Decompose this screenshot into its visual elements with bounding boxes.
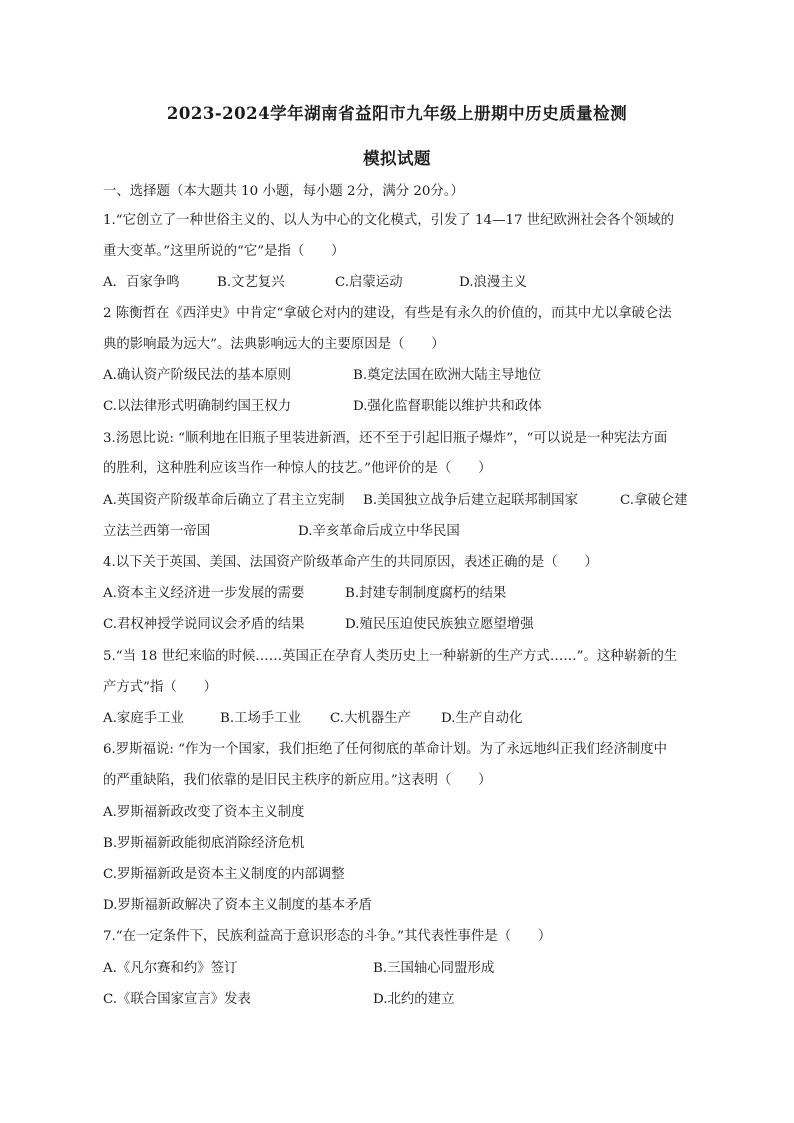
question-1-option-c: C.启蒙运动: [335, 275, 403, 290]
question-5-stem-line2: 产方式”指（ ）: [103, 680, 217, 695]
question-6-stem-line1: 6.罗斯福说: “作为一个国家，我们拒绝了任何彻底的革命计划。为了永远地纠正我们经济制度中: [103, 742, 668, 757]
exam-subtitle: 模拟试题: [363, 149, 431, 168]
question-2-option-c: C.以法律形式明确制约国王权力: [103, 399, 292, 414]
question-6-option-b: B.罗斯福新政能彻底消除经济危机: [103, 836, 305, 851]
question-6-option-d: D.罗斯福新政解决了资本主义制度的基本矛盾: [103, 898, 372, 913]
exam-title: 2023-2024学年湖南省益阳市九年级上册期中历史质量检测: [166, 104, 628, 123]
question-4-option-d: D.殖民压迫使民族独立愿望增强: [345, 617, 534, 632]
question-3-stem-line1: 3.汤恩比说: “顺利地在旧瓶子里装进新酒，还不至于引起旧瓶子爆炸”，“可以说是一种宪法方面: [103, 431, 668, 446]
question-4-option-b: B.封建专制制度腐朽的结果: [345, 586, 507, 601]
question-6-option-a: A.罗斯福新政改变了资本主义制度: [103, 805, 305, 820]
question-3-option-d: D.辛亥革命后成立中华民国: [298, 524, 460, 539]
question-1-option-d: D.浪漫主义: [459, 275, 528, 290]
question-7-option-c: C.《联合国家宣言》发表: [103, 992, 251, 1007]
question-5-stem-line1: 5.“当 18 世纪来临的时候……英国正在孕育人类历史上一种崭新的生产方式……”。这种崭新的生: [103, 649, 678, 664]
question-2-option-d: D.强化监督职能以维护共和政体: [353, 399, 542, 414]
question-1-option-b: B.文艺复兴: [217, 275, 285, 290]
question-1-option-a: A．百家争鸣: [103, 275, 180, 290]
section-header: 一、选择题（本大题共 10 小题，每小题 2分，满分 20分。）: [103, 184, 464, 199]
question-3-option-c-continued: 立法兰西第一帝国: [103, 524, 211, 539]
question-3-option-b: B.美国独立战争后建立起联邦制国家: [363, 493, 578, 508]
question-7-option-a: A.《凡尔赛和约》签订: [103, 961, 238, 976]
question-2-stem-line1: 2 陈衡哲在《西洋史》中肯定“拿破仑对内的建设，有些是有永久的价值的，而其中尤以拿破仑法: [103, 306, 672, 321]
question-3-stem-line2: 的胜利，这种胜利应该当作一种惊人的技艺。”他评价的是（ ）: [103, 461, 492, 476]
question-5-option-a: A.家庭手工业: [103, 711, 184, 726]
question-6-stem-line2: 的严重缺陷，我们依靠的是旧民主秩序的新应用。”这表明（ ）: [103, 773, 492, 788]
question-1-stem-line1: 1.“它创立了一种世俗主义的、以人为中心的文化模式，引发了 14—17 世纪欧洲社会各个领域的: [103, 213, 675, 228]
question-4-option-c: C.君权神授学说同议会矛盾的结果: [103, 617, 305, 632]
question-5-option-c: C.大机器生产: [330, 711, 411, 726]
question-7-stem-line1: 7.“在一定条件下，民族利益高于意识形态的斗争。”其代表性事件是（ ）: [103, 929, 552, 944]
question-3-option-c: C.拿破仑建: [620, 493, 688, 508]
question-1-stem-line2: 重大变革。”这里所说的“它”是指（ ）: [103, 244, 345, 259]
question-7-option-d: D.北约的建立: [373, 992, 455, 1007]
question-4-option-a: A.资本主义经济进一步发展的需要: [103, 586, 305, 601]
question-5-option-b: B.工场手工业: [220, 711, 302, 726]
question-6-option-c: C.罗斯福新政是资本主义制度的内部调整: [103, 867, 345, 882]
question-7-option-b: B.三国轴心同盟形成: [373, 961, 495, 976]
question-2-option-a: A.确认资产阶级民法的基本原则: [103, 368, 292, 383]
question-2-stem-line2: 典的影响最为远大”。法典影响远大的主要原因是（ ）: [103, 337, 445, 352]
question-3-option-a: A.英国资产阶级革命后确立了君主立宪制: [103, 493, 345, 508]
question-2-option-b: B.奠定法国在欧洲大陆主导地位: [353, 368, 542, 383]
question-5-option-d: D.生产自动化: [441, 711, 523, 726]
question-4-stem-line1: 4.以下关于英国、美国、法国资产阶级革命产生的共同原因，表述正确的是（ ）: [103, 555, 598, 570]
